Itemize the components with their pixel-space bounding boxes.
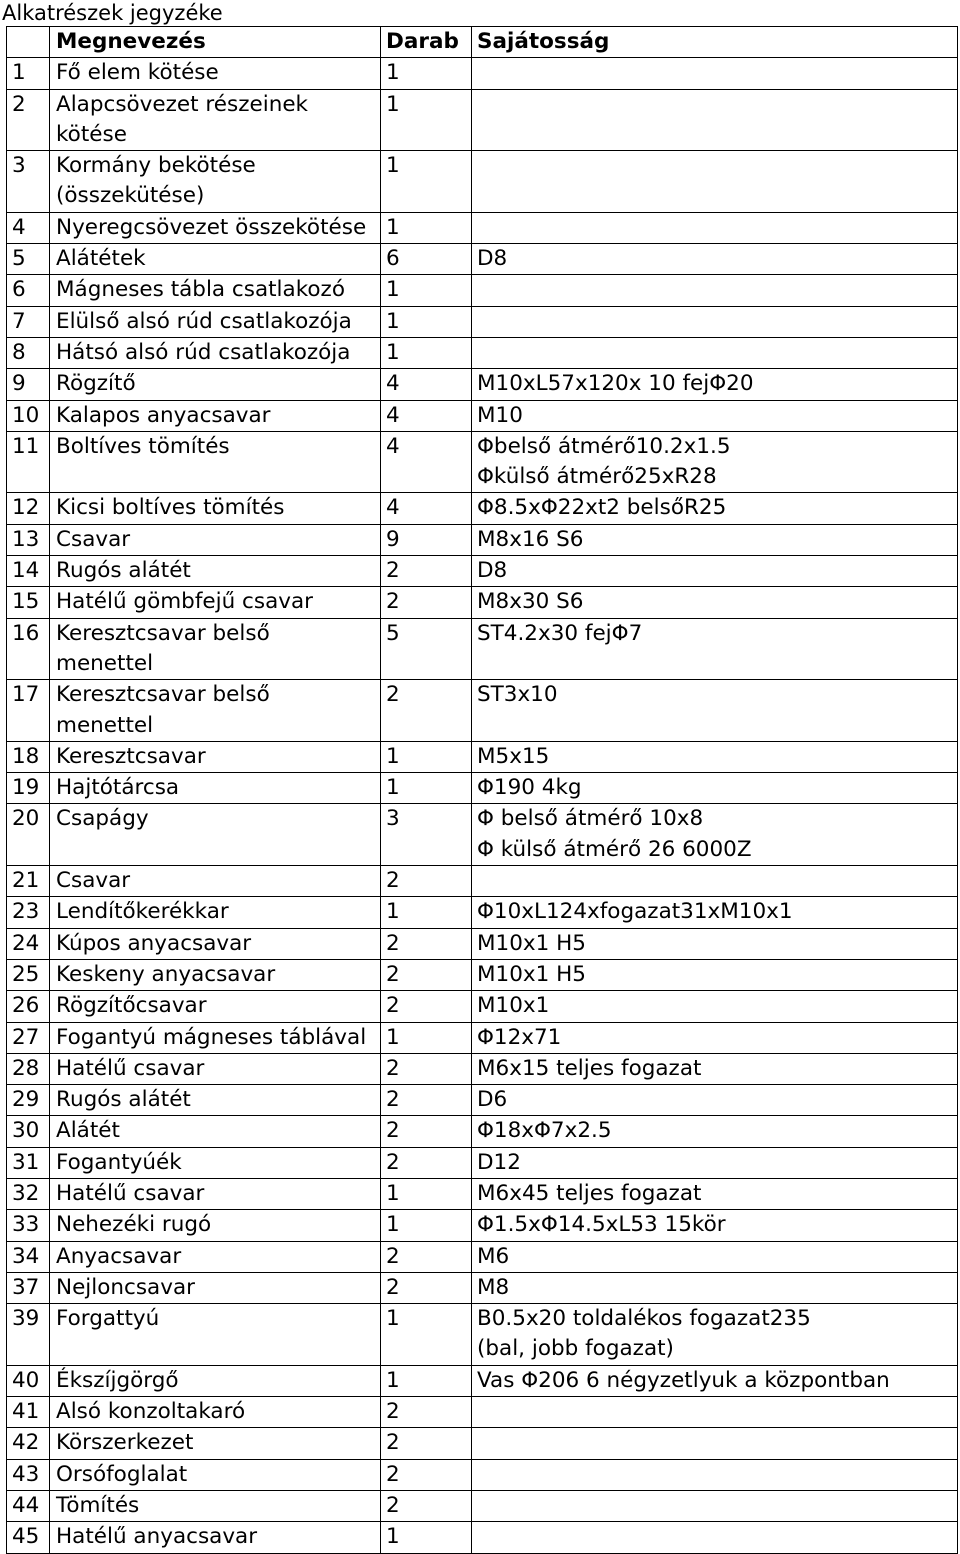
cell-property xyxy=(472,369,958,400)
table-row xyxy=(7,89,958,151)
cell-name-line: Rugós alátét xyxy=(56,558,191,584)
cell-property xyxy=(472,1085,958,1116)
cell-name xyxy=(50,1085,381,1116)
cell-quantity: 3 xyxy=(381,804,472,866)
cell-quantity: 2 xyxy=(381,1147,472,1178)
cell-number: 29 xyxy=(7,1085,50,1116)
cell-property xyxy=(472,1210,958,1241)
cell-quantity: 9 xyxy=(381,524,472,555)
cell-name xyxy=(50,369,381,400)
table-row xyxy=(7,1428,958,1459)
cell-property-line: M6 xyxy=(477,1243,510,1269)
cell-name-line: Alapcsövezet részeinek xyxy=(56,91,308,117)
cell-number: 21 xyxy=(7,866,50,897)
table-row xyxy=(7,866,958,897)
cell-number: 18 xyxy=(7,741,50,772)
cell-property-line: (bal, jobb fogazat) xyxy=(477,1336,674,1362)
table-row xyxy=(7,741,958,772)
cell-number: 30 xyxy=(7,1116,50,1147)
cell-number: 19 xyxy=(7,773,50,804)
cell-property-line: B0.5x20 toldalékos fogazat235 xyxy=(477,1306,811,1332)
table-row xyxy=(7,151,958,213)
cell-property-line: Φ belső átmérő 10x8 xyxy=(477,806,704,832)
cell-name-line: Csavar xyxy=(56,868,131,894)
cell-name-line: (összekütése) xyxy=(56,183,205,209)
cell-name xyxy=(50,866,381,897)
table-row xyxy=(7,1241,958,1272)
cell-name xyxy=(50,431,381,493)
table-row xyxy=(7,680,958,742)
cell-property xyxy=(472,1365,958,1396)
table-row xyxy=(7,773,958,804)
table-row xyxy=(7,212,958,243)
document-title: Alkatrészek jegyzéke xyxy=(2,1,223,25)
table-row xyxy=(7,587,958,618)
table-row xyxy=(7,431,958,493)
cell-name-line: Fogantyúék xyxy=(56,1149,182,1175)
cell-name-line: Lendítőkerékkar xyxy=(56,899,229,925)
cell-name xyxy=(50,928,381,959)
cell-property-line: M10x1 H5 xyxy=(477,930,586,956)
cell-name xyxy=(50,524,381,555)
table-row xyxy=(7,369,958,400)
cell-property-line: Φbelső átmérő10.2x1.5 xyxy=(477,433,731,459)
cell-number: 12 xyxy=(7,493,50,524)
cell-property-line: Φ12x71 xyxy=(477,1024,562,1050)
cell-number: 25 xyxy=(7,959,50,990)
cell-number: 15 xyxy=(7,587,50,618)
table-row xyxy=(7,959,958,990)
cell-quantity: 2 xyxy=(381,1272,472,1303)
cell-quantity: 1 xyxy=(381,1178,472,1209)
table-row xyxy=(7,1116,958,1147)
parts-table-body xyxy=(7,58,958,1553)
cell-number: 41 xyxy=(7,1397,50,1428)
table-row xyxy=(7,1272,958,1303)
cell-property-line: M8x16 S6 xyxy=(477,526,584,552)
cell-number: 14 xyxy=(7,556,50,587)
cell-name-line: Rugós alátét xyxy=(56,1087,191,1113)
cell-quantity: 2 xyxy=(381,959,472,990)
cell-quantity: 1 xyxy=(381,741,472,772)
cell-name xyxy=(50,618,381,680)
cell-name-line: Mágneses tábla csatlakozó xyxy=(56,277,345,303)
cell-quantity: 1 xyxy=(381,897,472,928)
cell-property xyxy=(472,58,958,89)
cell-name xyxy=(50,1459,381,1490)
cell-property-line: M5x15 xyxy=(477,743,550,769)
cell-property xyxy=(472,212,958,243)
cell-quantity: 1 xyxy=(381,1522,472,1553)
cell-number: 5 xyxy=(7,244,50,275)
table-row xyxy=(7,1365,958,1396)
table-row xyxy=(7,306,958,337)
cell-number: 24 xyxy=(7,928,50,959)
cell-number: 31 xyxy=(7,1147,50,1178)
table-row xyxy=(7,1490,958,1521)
cell-name-line: Fő elem kötése xyxy=(56,60,219,86)
cell-property-line: Φ1.5xΦ14.5xL53 15kör xyxy=(477,1212,726,1238)
table-row xyxy=(7,1304,958,1366)
header-row xyxy=(7,27,958,58)
cell-quantity: 1 xyxy=(381,212,472,243)
cell-quantity: 5 xyxy=(381,618,472,680)
cell-name xyxy=(50,151,381,213)
cell-number: 33 xyxy=(7,1210,50,1241)
cell-quantity: 1 xyxy=(381,773,472,804)
cell-property xyxy=(472,151,958,213)
cell-property xyxy=(472,928,958,959)
cell-property-line: M8 xyxy=(477,1274,510,1300)
cell-property xyxy=(472,275,958,306)
cell-number: 4 xyxy=(7,212,50,243)
cell-name-line: Alátétek xyxy=(56,246,146,272)
table-row xyxy=(7,1459,958,1490)
cell-name xyxy=(50,89,381,151)
cell-name xyxy=(50,400,381,431)
table-row xyxy=(7,524,958,555)
cell-quantity: 4 xyxy=(381,369,472,400)
table-row xyxy=(7,1053,958,1084)
cell-name-line: Hajtótárcsa xyxy=(56,775,180,801)
cell-property xyxy=(472,1178,958,1209)
cell-property-line: M8x30 S6 xyxy=(477,589,584,615)
cell-number: 20 xyxy=(7,804,50,866)
cell-property-line: M10 xyxy=(477,402,523,428)
cell-quantity: 1 xyxy=(381,1304,472,1366)
cell-property-line: D8 xyxy=(477,558,508,584)
cell-number: 45 xyxy=(7,1522,50,1553)
cell-quantity: 1 xyxy=(381,275,472,306)
table-row xyxy=(7,556,958,587)
cell-name xyxy=(50,1428,381,1459)
cell-quantity: 1 xyxy=(381,1365,472,1396)
cell-name-line: Orsófoglalat xyxy=(56,1461,188,1487)
cell-name xyxy=(50,991,381,1022)
header-property: Sajátosság xyxy=(472,27,958,58)
cell-name-line: Nehezéki rugó xyxy=(56,1212,212,1238)
cell-number: 43 xyxy=(7,1459,50,1490)
cell-name xyxy=(50,680,381,742)
cell-property xyxy=(472,1397,958,1428)
cell-name-line: Kicsi boltíves tömítés xyxy=(56,495,285,521)
cell-name xyxy=(50,773,381,804)
cell-property xyxy=(472,897,958,928)
table-row xyxy=(7,58,958,89)
cell-number: 8 xyxy=(7,337,50,368)
cell-quantity: 2 xyxy=(381,866,472,897)
header-number xyxy=(7,27,50,58)
cell-property xyxy=(472,244,958,275)
table-row xyxy=(7,275,958,306)
table-row xyxy=(7,400,958,431)
cell-name-line: Hatélű gömbfejű csavar xyxy=(56,589,313,615)
table-row xyxy=(7,804,958,866)
table-row xyxy=(7,618,958,680)
cell-property xyxy=(472,680,958,742)
cell-quantity: 1 xyxy=(381,337,472,368)
cell-quantity: 2 xyxy=(381,928,472,959)
cell-name-line: Alsó konzoltakaró xyxy=(56,1399,246,1425)
cell-property xyxy=(472,556,958,587)
cell-number: 1 xyxy=(7,58,50,89)
table-row xyxy=(7,1022,958,1053)
cell-quantity: 2 xyxy=(381,1241,472,1272)
cell-property xyxy=(472,524,958,555)
cell-property xyxy=(472,1147,958,1178)
cell-property-line: Φ10xL124xfogazat31xM10x1 xyxy=(477,899,793,925)
cell-property xyxy=(472,89,958,151)
cell-name-line: Nyeregcsövezet összekötése xyxy=(56,214,367,240)
cell-name-line: kötése xyxy=(56,121,127,147)
cell-quantity: 2 xyxy=(381,991,472,1022)
cell-name xyxy=(50,212,381,243)
cell-number: 32 xyxy=(7,1178,50,1209)
cell-property xyxy=(472,618,958,680)
cell-quantity: 1 xyxy=(381,306,472,337)
cell-name-line: Nejloncsavar xyxy=(56,1274,195,1300)
cell-name xyxy=(50,275,381,306)
cell-name xyxy=(50,1365,381,1396)
cell-number: 7 xyxy=(7,306,50,337)
cell-name xyxy=(50,959,381,990)
cell-name xyxy=(50,1490,381,1521)
cell-property-line: Φ18xΦ7x2.5 xyxy=(477,1118,612,1144)
table-row xyxy=(7,1397,958,1428)
cell-number: 2 xyxy=(7,89,50,151)
cell-name-line: Rögzítőcsavar xyxy=(56,993,207,1019)
table-row xyxy=(7,928,958,959)
cell-property xyxy=(472,1459,958,1490)
cell-name xyxy=(50,1022,381,1053)
cell-quantity: 4 xyxy=(381,493,472,524)
cell-property xyxy=(472,1272,958,1303)
cell-name-line: Hatélű csavar xyxy=(56,1055,205,1081)
cell-name-line: Rögzítő xyxy=(56,371,136,397)
cell-number: 17 xyxy=(7,680,50,742)
cell-name xyxy=(50,1241,381,1272)
cell-name-line: Kalapos anyacsavar xyxy=(56,402,271,428)
cell-name-line: Keresztcsavar belső xyxy=(56,682,270,708)
cell-quantity: 2 xyxy=(381,1397,472,1428)
cell-name-line: Boltíves tömítés xyxy=(56,433,230,459)
cell-number: 26 xyxy=(7,991,50,1022)
parts-table xyxy=(6,26,958,1554)
cell-property xyxy=(472,1304,958,1366)
cell-property xyxy=(472,1053,958,1084)
cell-name xyxy=(50,1522,381,1553)
cell-quantity: 2 xyxy=(381,1459,472,1490)
cell-property xyxy=(472,804,958,866)
cell-name xyxy=(50,1272,381,1303)
cell-quantity: 4 xyxy=(381,431,472,493)
cell-number: 42 xyxy=(7,1428,50,1459)
cell-number: 44 xyxy=(7,1490,50,1521)
cell-property-line: Φ8.5xΦ22xt2 belsőR25 xyxy=(477,495,727,521)
cell-name xyxy=(50,306,381,337)
cell-name-line: Csavar xyxy=(56,526,131,552)
cell-number: 23 xyxy=(7,897,50,928)
cell-name-line: menettel xyxy=(56,650,154,676)
header-name: Megnevezés xyxy=(50,27,381,58)
table-row xyxy=(7,1085,958,1116)
cell-property xyxy=(472,1522,958,1553)
cell-name xyxy=(50,587,381,618)
cell-quantity: 1 xyxy=(381,1022,472,1053)
cell-number: 13 xyxy=(7,524,50,555)
cell-quantity: 2 xyxy=(381,1428,472,1459)
cell-name xyxy=(50,1210,381,1241)
cell-property-line: M10x1 xyxy=(477,993,550,1019)
cell-quantity: 2 xyxy=(381,680,472,742)
cell-name xyxy=(50,58,381,89)
cell-quantity: 1 xyxy=(381,58,472,89)
cell-quantity: 1 xyxy=(381,1210,472,1241)
cell-name-line: Elülső alsó rúd csatlakozója xyxy=(56,308,352,334)
cell-property xyxy=(472,741,958,772)
cell-property xyxy=(472,1428,958,1459)
cell-property xyxy=(472,493,958,524)
cell-property-line: D12 xyxy=(477,1149,521,1175)
header-quantity: Darab xyxy=(381,27,472,58)
cell-name-line: Körszerkezet xyxy=(56,1430,194,1456)
cell-property-line: ST3x10 xyxy=(477,682,558,708)
table-row xyxy=(7,493,958,524)
cell-name xyxy=(50,1304,381,1366)
table-row xyxy=(7,991,958,1022)
cell-name-line: Hatélű csavar xyxy=(56,1180,205,1206)
cell-property-line: M10xL57x120x 10 fejΦ20 xyxy=(477,371,754,397)
cell-quantity: 6 xyxy=(381,244,472,275)
cell-property xyxy=(472,1241,958,1272)
cell-property xyxy=(472,587,958,618)
cell-quantity: 1 xyxy=(381,89,472,151)
cell-property xyxy=(472,431,958,493)
cell-name xyxy=(50,1178,381,1209)
table-row xyxy=(7,337,958,368)
cell-quantity: 2 xyxy=(381,1116,472,1147)
cell-property xyxy=(472,1116,958,1147)
cell-quantity: 2 xyxy=(381,587,472,618)
cell-property-line: D8 xyxy=(477,246,508,272)
cell-property xyxy=(472,1490,958,1521)
cell-name-line: Keresztcsavar xyxy=(56,743,206,769)
cell-number: 27 xyxy=(7,1022,50,1053)
cell-property xyxy=(472,773,958,804)
cell-quantity: 4 xyxy=(381,400,472,431)
table-row xyxy=(7,1522,958,1553)
cell-name-line: Keskeny anyacsavar xyxy=(56,961,276,987)
cell-property xyxy=(472,866,958,897)
cell-name-line: Csapágy xyxy=(56,806,149,832)
cell-property-line: D6 xyxy=(477,1087,508,1113)
cell-property xyxy=(472,337,958,368)
cell-quantity: 2 xyxy=(381,1085,472,1116)
cell-name-line: Kormány bekötése xyxy=(56,153,256,179)
cell-name-line: menettel xyxy=(56,712,154,738)
table-row xyxy=(7,1178,958,1209)
cell-quantity: 2 xyxy=(381,1053,472,1084)
cell-property-line: Φkülső átmérő25xR28 xyxy=(477,464,717,490)
cell-quantity: 2 xyxy=(381,556,472,587)
cell-name xyxy=(50,1053,381,1084)
table-row xyxy=(7,897,958,928)
table-row xyxy=(7,1147,958,1178)
cell-number: 10 xyxy=(7,400,50,431)
cell-name xyxy=(50,1397,381,1428)
table-row xyxy=(7,1210,958,1241)
cell-property-line: ST4.2x30 fejΦ7 xyxy=(477,620,643,646)
cell-property-line: Φ190 4kg xyxy=(477,775,582,801)
cell-name-line: Tömítés xyxy=(56,1492,140,1518)
cell-name-line: Fogantyú mágneses táblával xyxy=(56,1024,367,1050)
cell-property-line: M6x15 teljes fogazat xyxy=(477,1055,702,1081)
cell-name xyxy=(50,1147,381,1178)
cell-name xyxy=(50,741,381,772)
cell-name-line: Alátét xyxy=(56,1118,120,1144)
cell-number: 6 xyxy=(7,275,50,306)
table-row xyxy=(7,244,958,275)
cell-property xyxy=(472,400,958,431)
cell-property xyxy=(472,959,958,990)
cell-name xyxy=(50,1116,381,1147)
cell-name-line: Keresztcsavar belső xyxy=(56,620,270,646)
cell-name-line: Hatélű anyacsavar xyxy=(56,1524,258,1550)
cell-number: 28 xyxy=(7,1053,50,1084)
cell-name-line: Forgattyú xyxy=(56,1306,160,1332)
cell-property xyxy=(472,306,958,337)
cell-name-line: Kúpos anyacsavar xyxy=(56,930,252,956)
cell-number: 40 xyxy=(7,1365,50,1396)
cell-property-line: M6x45 teljes fogazat xyxy=(477,1180,702,1206)
cell-number: 37 xyxy=(7,1272,50,1303)
cell-number: 11 xyxy=(7,431,50,493)
cell-property xyxy=(472,991,958,1022)
cell-name xyxy=(50,337,381,368)
cell-name xyxy=(50,556,381,587)
cell-property-line: Φ külső átmérő 26 6000Z xyxy=(477,836,752,862)
cell-number: 34 xyxy=(7,1241,50,1272)
cell-number: 16 xyxy=(7,618,50,680)
cell-property xyxy=(472,1022,958,1053)
cell-name xyxy=(50,493,381,524)
cell-number: 3 xyxy=(7,151,50,213)
cell-quantity: 2 xyxy=(381,1490,472,1521)
cell-property-line: Vas Φ206 6 négyzetlyuk a központban xyxy=(477,1367,890,1393)
cell-name xyxy=(50,244,381,275)
cell-number: 9 xyxy=(7,369,50,400)
cell-name xyxy=(50,897,381,928)
cell-name xyxy=(50,804,381,866)
cell-property-line: M10x1 H5 xyxy=(477,961,586,987)
cell-name-line: Ékszíjgörgő xyxy=(56,1367,179,1393)
cell-name-line: Anyacsavar xyxy=(56,1243,182,1269)
cell-name-line: Hátsó alsó rúd csatlakozója xyxy=(56,339,351,365)
cell-number: 39 xyxy=(7,1304,50,1366)
cell-quantity: 1 xyxy=(381,151,472,213)
